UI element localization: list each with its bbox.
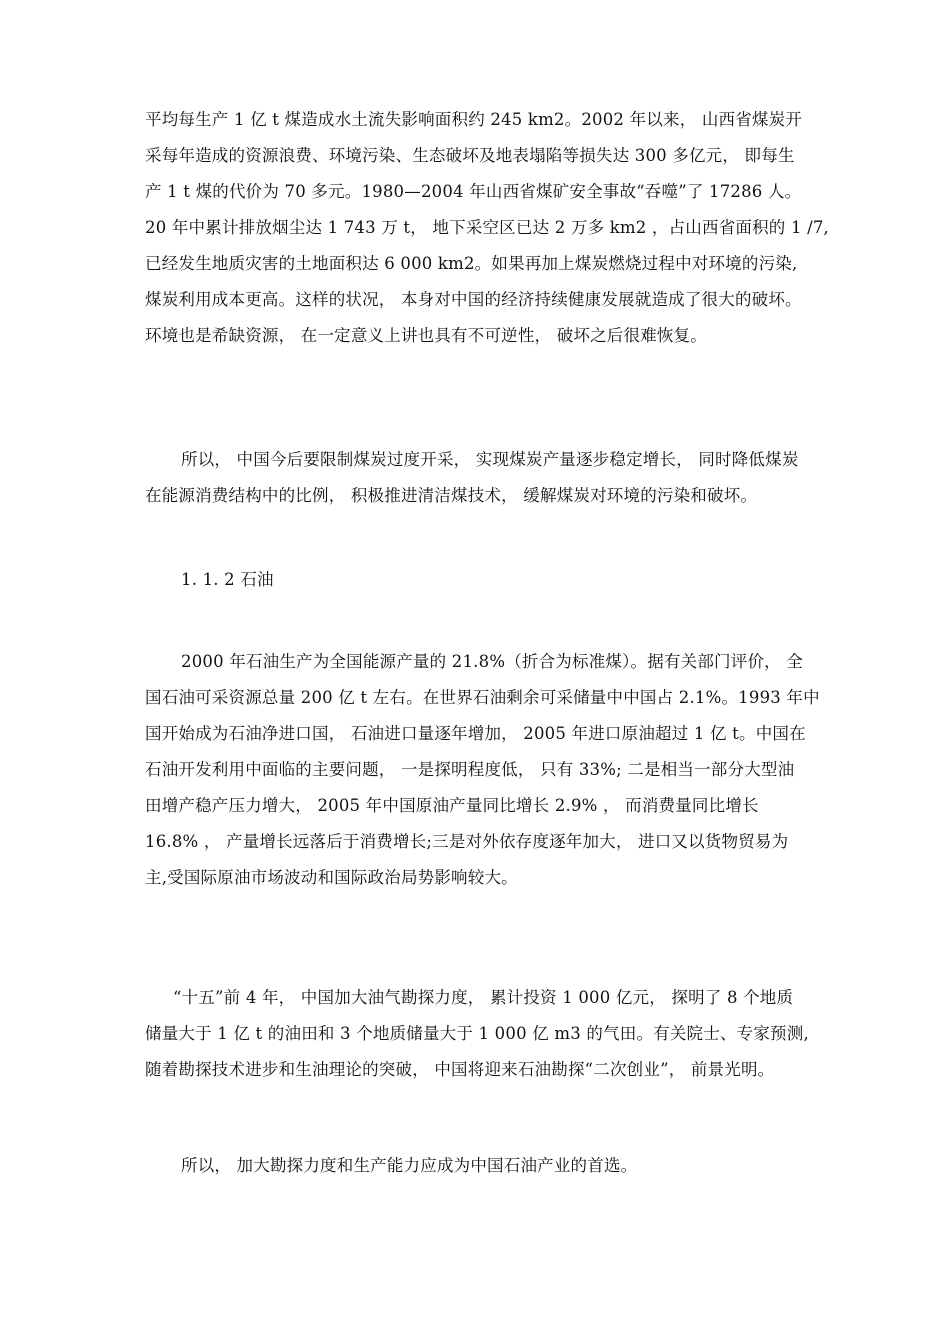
text-line: 石油开发利用中面临的主要问题， 一是探明程度低， 只有 33%; 二是相当一部分大型油 [145, 760, 795, 779]
text-line: 国石油可采资源总量 200 亿 t 左右。在世界石油剩余可采储量中中国占 2.1%。1993 年中 [145, 688, 820, 707]
text-line: 田增产稳产压力增大， 2005 年中国原油产量同比增长 2.9% ， 而消费量同比增长 [145, 796, 759, 815]
section-heading: 1. 1. 2 石油 [181, 570, 274, 589]
text-line: 2000 年石油生产为全国能源产量的 21.8%（折合为标准煤）。据有关部门评价， 全 [181, 652, 803, 671]
text-line: “十五”前 4 年， 中国加大油气勘探力度， 累计投资 1 000 亿元， 探明了 8 个地质 [173, 988, 794, 1007]
text-line: 煤炭利用成本更高。这样的状况， 本身对中国的经济持续健康发展就造成了很大的破坏。 [145, 290, 802, 309]
text-line: 在能源消费结构中的比例， 积极推进清洁煤技术， 缓解煤炭对环境的污染和破坏。 [145, 486, 758, 505]
text-line: 采每年造成的资源浪费、环境污染、生态破坏及地表塌陷等损失达 300 多亿元， 即每生 [145, 146, 795, 165]
paragraph-coal-conclusion [145, 442, 885, 514]
paragraph-coal-cost [145, 102, 885, 354]
text-line: 20 年中累计排放烟尘达 1 743 万 t， 地下采空区已达 2 万多 km2 ，占山西省面积的 1 /7, [145, 218, 829, 237]
text-line: 国开始成为石油净进口国， 石油进口量逐年增加， 2005 年进口原油超过 1 亿 t。中国在 [145, 724, 806, 743]
text-line: 主,受国际原油市场波动和国际政治局势影响较大。 [145, 868, 518, 887]
text-line: 随着勘探技术进步和生油理论的突破， 中国将迎来石油勘探“二次创业”， 前景光明。 [145, 1060, 775, 1079]
text-line: 产 1 t 煤的代价为 70 多元。1980—2004 年山西省煤矿安全事故“吞噬”了 17286 人。 [145, 182, 802, 201]
text-line: 储量大于 1 亿 t 的油田和 3 个地质储量大于 1 000 亿 m3 的气田。有关院士、专家预测, [145, 1024, 809, 1043]
text-line: 环境也是希缺资源， 在一定意义上讲也具有不可逆性， 破坏之后很难恢复。 [145, 326, 707, 345]
text-line: 所以， 中国今后要限制煤炭过度开采， 实现煤炭产量逐步稳定增长， 同时降低煤炭 [181, 450, 799, 469]
text-line: 平均每生产 1 亿 t 煤造成水土流失影响面积约 245 km2。2002 年以来， 山西省煤炭开 [145, 110, 803, 129]
section-heading-oil [145, 562, 885, 598]
text-line: 已经发生地质灾害的土地面积达 6 000 km2。如果再加上煤炭燃烧过程中对环境的污染, [145, 254, 798, 273]
text-line: 所以， 加大勘探力度和生产能力应成为中国石油产业的首选。 [181, 1156, 638, 1175]
paragraph-oil-status [145, 644, 885, 896]
text-line: 16.8% ， 产量增长远落后于消费增长;三是对外依存度逐年加大， 进口又以货物贸易为 [145, 832, 789, 851]
paragraph-oil-conclusion [145, 1148, 885, 1184]
paragraph-oil-exploration [145, 980, 885, 1088]
